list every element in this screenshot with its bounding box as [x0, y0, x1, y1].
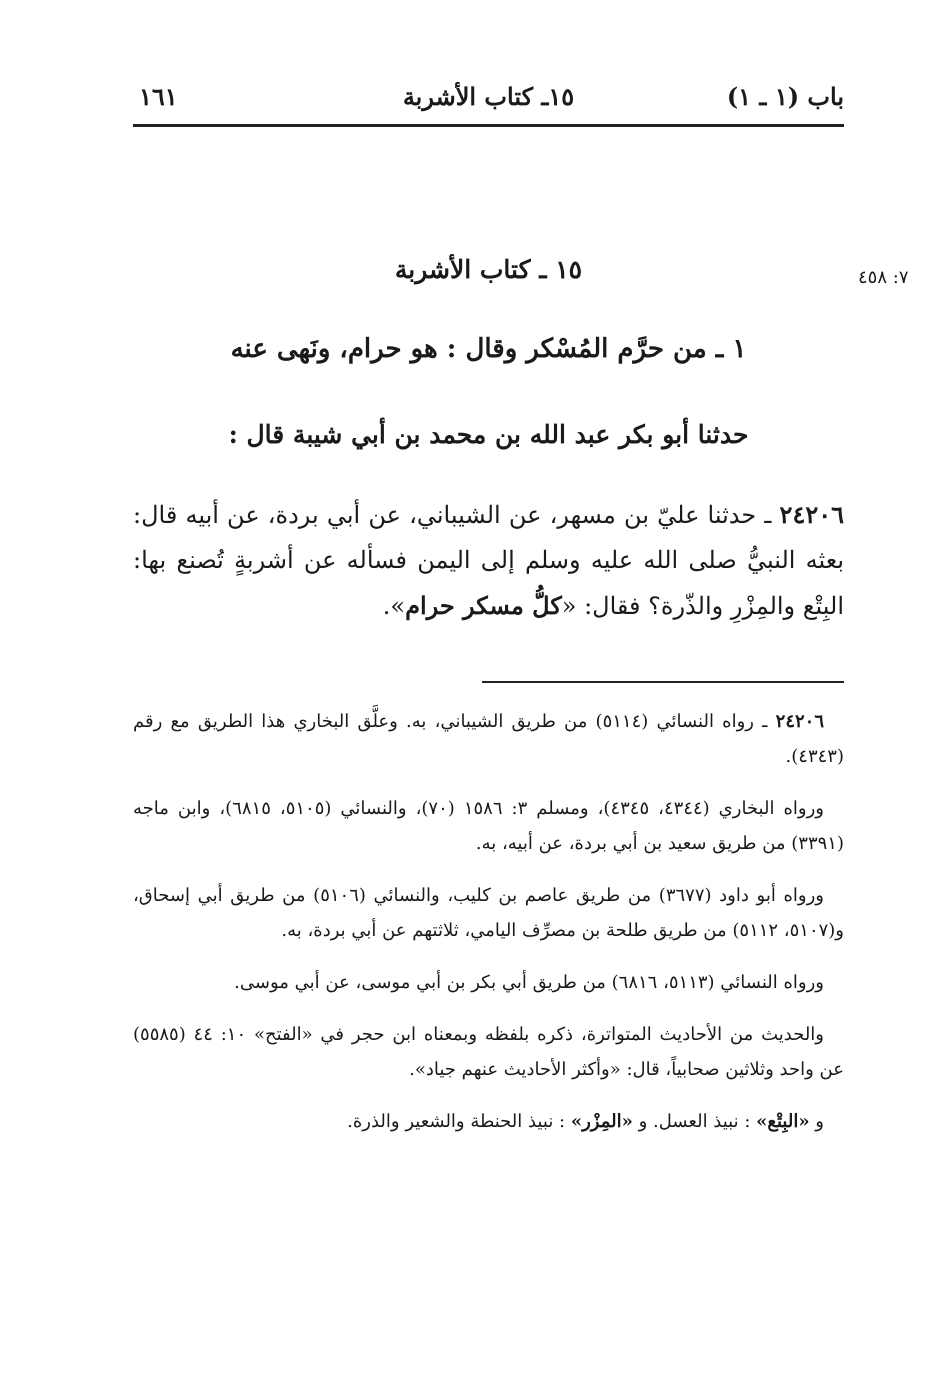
footnote-5: والحديث من الأحاديث المتواترة، ذكره بلفظه وبمعناه ابن حجر في «الفتح» ١٠: ٤٤ (٥٥٨٥) عن واحد وثلاثين صحابياً، قال: «وأكثر الأحاديث عنهم جياد». [133, 1024, 844, 1080]
book-title: ١٥ ـ كتاب الأشربة [394, 255, 583, 284]
gloss-definition-1: : نبيذ العسل. و [632, 1111, 757, 1132]
gloss-term-mizr: «المِزْر» [570, 1111, 633, 1132]
header-rule [133, 124, 844, 127]
footnote-2: ورواه البخاري (٤٣٤٤، ٤٣٤٥)، ومسلم ٣: ١٥٨٦ (٧٠)، والنسائي (٥١٠٥، ٦٨١٥)، وابن ماجه (٣٣٩١) من طريق سعيد بن أبي بردة، عن أبيه، به. [133, 798, 844, 854]
page-number: ١٦١ [139, 82, 178, 111]
margin-reference: ٧: ٤٥٨ [858, 267, 909, 288]
gloss-prefix: و [809, 1111, 824, 1132]
gloss-term-bit: «البِتْع» [756, 1111, 810, 1132]
footnote-3: ورواه أبو داود (٣٦٧٧) من طريق عاصم بن كليب، والنسائي (٥١٠٦) من طريق أبي إسحاق، و(٥١٠٧، ٥١١٢) من طريق طلحة بن مصرِّف اليامي، ثلاثتهم عن أبي بردة، به. [133, 885, 844, 941]
header-book-title: ١٥ـ كتاب الأشربة [402, 82, 575, 111]
isnad-intro: حدثنا أبو بكر عبد الله بن محمد بن أبي شيبة قال : [228, 420, 749, 449]
footnote-6 [133, 1104, 844, 1139]
footnote-separator [482, 681, 844, 683]
hadith-text [133, 492, 844, 629]
footnote-text: ـ رواه النسائي (٥١١٤) من طريق الشيباني، به. وعلَّق البخاري هذا الطريق مع رقم (٤٣٤٣). [133, 711, 844, 767]
gloss-definition-2: : نبيذ الحنطة والشعير والذرة. [347, 1111, 571, 1132]
footnotes [133, 704, 844, 1156]
hadith-quote: كلُّ مسكر حرام [405, 591, 562, 620]
header-chapter-range: باب (١ ـ ١) [726, 82, 844, 111]
footnote-4: ورواه النسائي (٥١١٣، ٦٨١٦) من طريق أبي بكر بن أبي موسى، عن أبي موسى. [234, 972, 824, 993]
footnote-1 [133, 704, 844, 774]
chapter-title: ١ ـ من حرَّم المُسْكر وقال : هو حرام، ونَهى عنه [230, 334, 747, 364]
hadith-body: ـ حدثنا عليّ بن مسهر، عن الشيباني، عن أبي بردة، عن أبيه قال: بعثه النبيُّ صلى الله عليه وسلم إلى اليمن فسأله عن أشربةٍ تُصنع بها: البِتْع والمِزْرِ والذّرة؟ فقال: « [133, 501, 844, 620]
hadith-closing: ». [382, 592, 406, 620]
footnote-number: ٢٤٢٠٦ [775, 711, 824, 732]
running-header [133, 76, 844, 118]
hadith-number: ٢٤٢٠٦ [779, 500, 844, 529]
